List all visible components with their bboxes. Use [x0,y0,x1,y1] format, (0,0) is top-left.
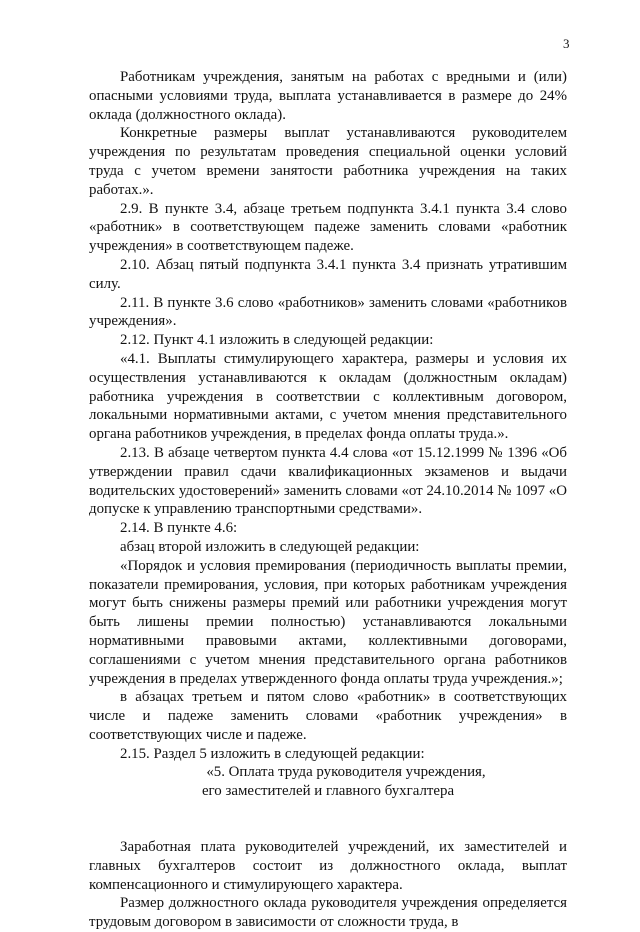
section-spacer [89,801,567,838]
paragraph-2-13: 2.13. В абзаце четвертом пункта 4.4 слова «от 15.12.1999 № 1396 «Об утверждении правил сдачи квалификационных экзаменов и выдачи водительских удостоверений» заменить словами «от 24.10.2014 № 1097 «О допуске к управлению транспортными средствами». [89,444,567,518]
section-heading-line-2: его заместителей и главного бухгалтера [201,783,455,800]
paragraph-2-15: 2.15. Раздел 5 изложить в следующей редакции: [120,745,425,762]
paragraph-harmful-conditions: Работникам учреждения, занятым на работах с вредными и (или) опасными условиями труда, выплата устанавливается в размере до 24% оклада (должностного оклада). [89,69,567,123]
paragraph-salary-size: Размер должностного оклада руководителя учреждения определяется трудовым договором в зависимости от сложности труда, в [89,895,567,931]
section-heading-line-1: «5. Оплата труда руководителя учреждения, [206,764,486,781]
paragraph-paragraph-two: абзац второй изложить в следующей редакции: [120,538,420,555]
paragraph-specific-payments: Конкретные размеры выплат устанавливаются руководителем учреждения по результатам проведения специальной оценки условий труда с учетом времени занятости работника учреждения на таких работах.». [89,125,567,198]
paragraph-2-10: 2.10. Абзац пятый подпункта 3.4.1 пункта 3.4 признать утратившим силу. [89,256,567,292]
paragraph-2-14: 2.14. В пункте 4.6: [120,520,238,537]
paragraph-salary-composition: Заработная плата руководителей учреждений, их заместителей и главных бухгалтеров состоит из должностного оклада, выплат компенсационного и стимулирующего характера. [89,839,567,893]
document-body [89,68,567,932]
paragraph-2-9: 2.9. В пункте 3.4, абзаце третьем подпункта 3.4.1 пункта 3.4 слово «работник» в соответствующем падеже заменить словами «работник учреждения» в соответствующем падеже. [89,200,567,255]
paragraph-4-1-text: «4.1. Выплаты стимулирующего характера, размеры и условия их осуществления устанавливаются к окладам (должностным окладам) работника учреждения в соответствии с коллективным договором, локальными нормативными актами, с учетом мнения представительного органа работников учреждения, в пределах фонда оплаты труда.». [89,350,567,443]
paragraph-2-12: 2.12. Пункт 4.1 изложить в следующей редакции: [120,332,434,349]
paragraph-bonus-procedure: «Порядок и условия премирования (периодичность выплаты премии, показатели премирования, условия, при которых работникам учреждения могут быть снижены размеры премий или работники учреждения могут быть лишены премии полностью) устанавливаются локальными нормативными правовыми актами, коллективными договорами, соглашениями с учетом мнения представительного органа работников учреждения в пределах утвержденного фонда оплаты труда учреждения.»; [89,557,567,687]
paragraph-third-fifth: в абзацах третьем и пятом слово «работник» в соответствующих числе и падеже заменить словами «работник учреждения» в соответствующих числе и падеже. [89,689,567,743]
page-number: 3 [563,36,570,51]
paragraph-2-11: 2.11. В пункте 3.6 слово «работников» заменить словами «работников учреждения». [89,294,567,330]
